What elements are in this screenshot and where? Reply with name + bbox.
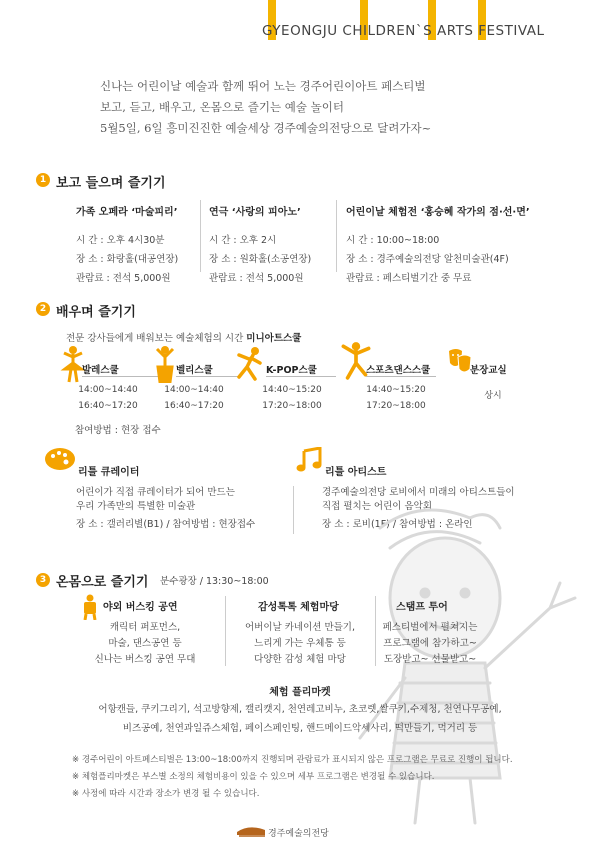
class-time: 17:20~18:00 bbox=[262, 401, 322, 411]
description-line: 캐릭터 퍼포먼스, bbox=[109, 622, 181, 633]
busking-title: 야외 버스킹 공연 bbox=[103, 602, 178, 613]
music-note-icon bbox=[296, 447, 324, 473]
notice-item: ※ 경주어린이 아트페스티벌은 13:00~18:00까지 진행되며 관람료가 표시되지 않은 프로그램은 무료로 진행이 됩니다. bbox=[72, 755, 513, 765]
class-times bbox=[68, 382, 148, 414]
intro-line: 신나는 어린이날 예술과 함께 뛰어 노는 경주어린이아트 페스티벌 bbox=[100, 79, 426, 93]
section-title: 보고 들으며 즐기기 bbox=[56, 176, 166, 191]
little-artist-title: 리틀 아티스트 bbox=[325, 467, 387, 478]
program-detail: 시 간 : 오후 4시30분 bbox=[76, 235, 165, 246]
column-divider bbox=[225, 596, 226, 666]
program-detail: 장 소 : 경주예술의전당 알천미술관(4F) bbox=[346, 254, 509, 265]
description-line: 우리 가족만의 특별한 미술관 bbox=[76, 501, 196, 512]
class-time: 상시 bbox=[484, 391, 502, 401]
column-divider bbox=[200, 200, 201, 272]
kpop-dancer-icon bbox=[236, 345, 262, 383]
class-time: 14:40~15:20 bbox=[366, 385, 426, 395]
divider bbox=[176, 376, 241, 377]
little-curator-description bbox=[76, 486, 255, 532]
column-divider bbox=[336, 200, 337, 272]
divider bbox=[82, 376, 162, 377]
column-divider bbox=[293, 486, 294, 534]
intro-line: 5월5일, 6일 흥미진진한 예술세상 경주예술의전당으로 달려가자~ bbox=[100, 121, 432, 135]
mini-art-school-intro bbox=[66, 330, 301, 344]
description-line: 장 소 : 로비(1F) / 참여방법 : 온라인 bbox=[322, 519, 473, 530]
program-detail: 시 간 : 오후 2시 bbox=[209, 235, 277, 246]
divider bbox=[266, 376, 336, 377]
busking-performer-icon bbox=[80, 594, 100, 620]
festival-header bbox=[0, 0, 600, 50]
description-line: 어버이날 카네이션 만들기, bbox=[244, 622, 355, 633]
class-time: 17:20~18:00 bbox=[366, 401, 426, 411]
festival-title: GYEONGJU CHILDREN`S ARTS FESTIVAL bbox=[262, 23, 545, 39]
section-number-badge: 1 bbox=[36, 173, 50, 187]
program-column bbox=[76, 203, 178, 289]
class-time: 14:00~14:40 bbox=[164, 385, 224, 395]
section-title: 온몸으로 즐기기 bbox=[56, 575, 149, 590]
program-detail: 장 소 : 화랑홀(대공연장) bbox=[76, 254, 179, 265]
belly-dancer-icon bbox=[152, 345, 178, 383]
description-line: 페스티벌에서 펼쳐지는 bbox=[382, 622, 478, 633]
class-times bbox=[356, 382, 436, 414]
description-line: 신나는 버스킹 공연 무대 bbox=[94, 654, 196, 665]
description-line: 프로그램에 참가하고~ bbox=[383, 638, 477, 649]
class-label: 발레스쿨 bbox=[82, 365, 119, 376]
intro-text bbox=[100, 76, 520, 139]
class-times bbox=[154, 382, 234, 414]
description-line: 어항캔들, 쿠키그리기, 석고방향제, 캘리캣지, 천연레고비누, 초코렛,쌀쿠키,수제청, 천연나무공예, bbox=[98, 704, 502, 715]
program-title: 어린이날 체험전 ‘홍승혜 작가의 점·선·면’ bbox=[346, 207, 530, 218]
class-label: 벨리스쿨 bbox=[176, 365, 213, 376]
program-detail: 시 간 : 10:00~18:00 bbox=[346, 235, 440, 246]
class-time: 16:40~17:20 bbox=[78, 401, 138, 411]
stamp-tour-title: 스탬프 투어 bbox=[396, 602, 448, 613]
description-line: 다양한 감성 체험 마당 bbox=[254, 654, 346, 665]
class-label: 스포츠댄스스쿨 bbox=[366, 365, 431, 376]
description-line: 마술, 댄스공연 등 bbox=[108, 638, 182, 649]
intro-line: 보고, 듣고, 배우고, 온몸으로 즐기는 예술 놀이터 bbox=[100, 100, 344, 114]
palette-icon bbox=[44, 447, 76, 471]
mini-art-school-name: 미니아트스쿨 bbox=[246, 333, 302, 344]
arts-center-name: 경주예술의전당 bbox=[268, 829, 329, 839]
section-number-badge: 2 bbox=[36, 302, 50, 316]
program-detail: 장 소 : 원화홀(소공연장) bbox=[209, 254, 312, 265]
section-number-badge: 3 bbox=[36, 573, 50, 587]
program-column bbox=[209, 203, 311, 289]
class-time: 14:40~15:20 bbox=[262, 385, 322, 395]
description-line: 느리게 가는 우체통 등 bbox=[254, 638, 346, 649]
program-column bbox=[346, 203, 530, 289]
description-line: 경주예술의전당 로비에서 미래의 아티스트들이 bbox=[322, 487, 515, 498]
notice-item: ※ 체험플리마켓은 부스별 소정의 체험비용이 있을 수 있으며 세부 프로그램은 변경될 수 있습니다. bbox=[72, 772, 435, 782]
class-label: K-POP스쿨 bbox=[266, 365, 317, 376]
participation-method: 참여방법 : 현장 접수 bbox=[75, 425, 161, 436]
emotion-experience-description bbox=[230, 620, 370, 668]
description-line: 직접 펼치는 어린이 음악회 bbox=[322, 501, 433, 512]
flea-market-description bbox=[0, 700, 600, 738]
class-times bbox=[252, 382, 332, 414]
notice-item: ※ 사정에 따라 시간과 장소가 변경 될 수 있습니다. bbox=[72, 789, 260, 799]
divider bbox=[366, 376, 436, 377]
little-curator-title: 리틀 큐레이터 bbox=[78, 467, 140, 478]
description-line: 비즈공예, 천연과일쥬스체험, 페이스페인팅, 핸드메이드악세사리, 떡만들기, 먹거리 등 bbox=[122, 723, 478, 734]
intro-text: 전문 강사들에게 배워보는 예술체험의 시간 bbox=[66, 333, 247, 344]
program-title: 연극 ‘사랑의 피아노’ bbox=[209, 207, 301, 218]
busking-description bbox=[70, 620, 220, 668]
section-title: 배우며 즐기기 bbox=[56, 305, 136, 320]
program-detail: 관람료 : 전석 5,000원 bbox=[76, 273, 171, 284]
section-subtitle: 분수광장 / 13:30~18:00 bbox=[160, 576, 269, 587]
stamp-tour-description bbox=[368, 620, 492, 668]
description-line: 도장받고~ 선물받고~ bbox=[383, 654, 477, 665]
class-time: 14:00~14:40 bbox=[78, 385, 138, 395]
program-detail: 관람료 : 페스티벌기간 중 무료 bbox=[346, 273, 472, 284]
class-times bbox=[468, 388, 518, 404]
description-line: 장 소 : 갤러리별(B1) / 참여방법 : 현장접수 bbox=[76, 519, 256, 530]
class-time: 16:40~17:20 bbox=[164, 401, 224, 411]
notice-list bbox=[72, 752, 513, 803]
program-detail: 관람료 : 전석 5,000원 bbox=[209, 273, 304, 284]
description-line: 어린이가 직접 큐레이터가 되어 만드는 bbox=[76, 487, 235, 498]
class-label: 분장교실 bbox=[470, 365, 507, 376]
flea-market-title: 체험 플리마켓 bbox=[269, 687, 331, 698]
program-title: 가족 오페라 ‘마술피리’ bbox=[76, 207, 178, 218]
emotion-experience-title: 감성톡톡 체험마당 bbox=[258, 602, 339, 613]
